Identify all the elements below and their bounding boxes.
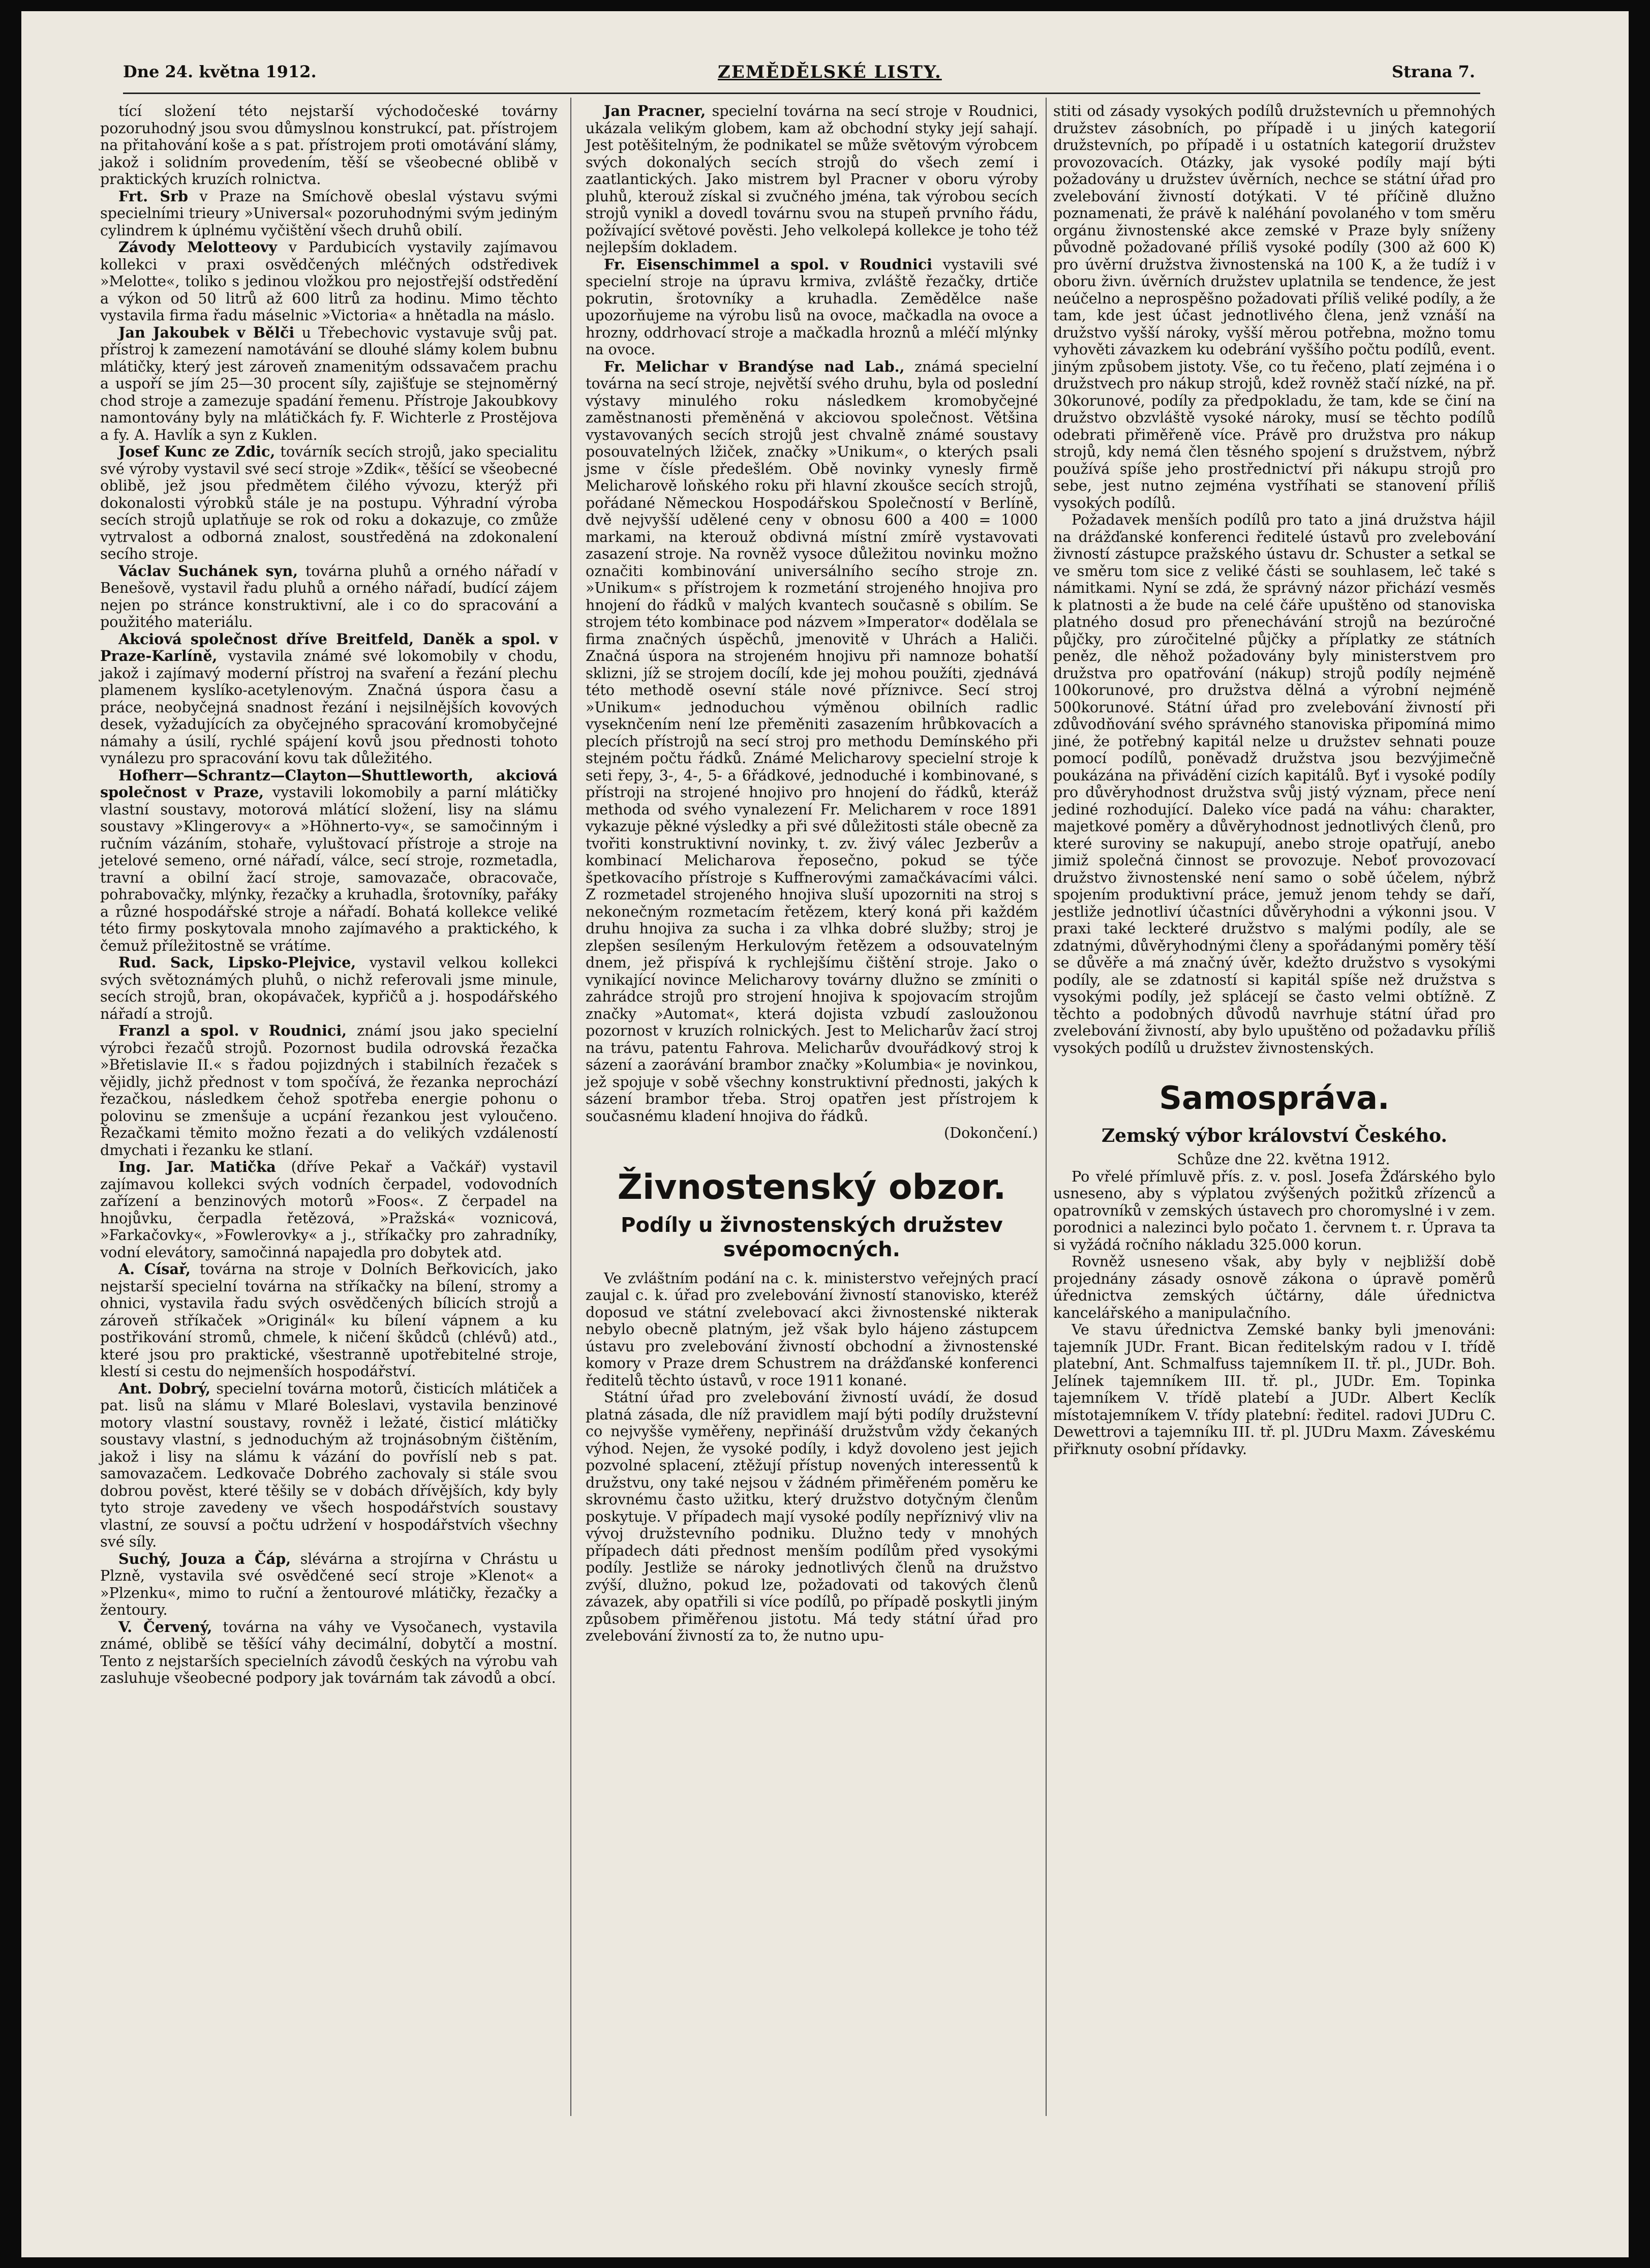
masthead-title: ZEMĚDĚLSKÉ LISTY. xyxy=(718,62,942,82)
column-2 xyxy=(586,103,1038,1645)
article-paragraph: V. Červený, továrna na váhy ve Vysočanech, vystavila známé, oblibě se těšící váhy decimální, dobytčí a mostní. Tento z nejstarších specielních závodů českých na výrobu vah zasluhuje všeobecné podpory jak továrnám tak závodů a obcí. xyxy=(100,1618,558,1686)
article-paragraph: Fr. Melichar v Brandýse nad Lab., známá specielní továrna na secí stroje, největší svého druhu, byla od poslední výstavy minulého roku následkem kromobyčejné zaměstnanosti přeměněná v akciovou společnost. Většina vystavovaných secích strojů jest chvalně známé soustavy posouvatelných lžiček, značky »Unikum«, o kterých psali jsme v čísle předešlém. Obě novinky vynesly firmě Melicharově loňského roku při hlavní zkoušce secích strojů, pořádané Německou Hospodářskou Společností v Berlíně, dvě nejvyšší udělené ceny v obnosu 600 a 400 = 1000 markami, na kterouž obdivná místní zmírě vystavovati zasazení stroje. Na rovněž vysoce důležitou novinku možno označiti kombinování universálního secího stroje zn. »Unikum« s přístrojem k rozmetání strojeného hnojiva pro hnojení do řádků v malých kvantech současně s obilím. Se strojem této kombinace pod názvem »Imperator« dodělala se firma značných úspěchů, jmenovitě v Uhrách a Haliči. Značná úspora na strojeném hnojivu při namnoze bohatší sklizni, jíž se strojem docílí, kde jej mohou použíti, zjednává této methodě osevní stále nové příznivce. Secí stroj »Unikum« jednoduchou výměnou obilních radlic vyseknčením není lze přeměniti zasazením hrůbkovacích a plecích přístrojů na secí stroj pro methodu Demínského při stejném počtu řádků. Známé Melicharovy specielní stroje k seti řepy, 3-, 4-, 5- a 6řádkové, jednoduché i kombinované, s přístroji na strojené hnojivo pro hnojení do řádků, kteráž methoda od svého vynalezení Fr. Melicharem v roce 1891 vykazuje pěkné výsledky a při své důležitosti stále obecně za tvořiti konstruktivní novinky, t. zv. živý válec Jezberův a kombinací Melicharova řeposečno, pokud se týče špetkovacího přístroje s Kuffnerovými zamačkávacími válci. Z rozmetadel strojeného hnojiva sluší upozorniti na stroj s nekonečným rozmetacím řetězem, který koná při každém druhu hnojiva za sucha i za vlhka dobré služby; stroj je zlepšen sesíleným Herkulovým řetězem a odsouvatelným dnem, jež přispívá k rychlejšímu čištění stroje. Jako o vynikající novince Melicharovy továrny dlužno se zmíniti o zahrádce strojů pro strojení hnojiva k spojovacím strojům značky »Automat«, která dojista vzbudí zasloužonou pozornost v kruzích rolnických. Jest to Melicharův žací stroj na trávu, patentu Fahrova. Melicharův dvouřádkový stroj k sázení a zaorávání brambor značky »Kolumbia« je novinkou, jež spojuje v sobě všechny konstruktivní přednosti, jakých k sázení brambor třeba. Stroj opatřen jest přístrojem k současnému kladení hnojiva do řádků. xyxy=(586,357,1038,1125)
article-paragraph: Po vřelé přímluvě přís. z. v. posl. Josefa Žďárského bylo usneseno, aby s výplatou zvýšených požitků zřízenců a opatrovníků v zemských ústavech pro choromyslné i v zem. porodnici a nalezinci bylo počato 1. červnem t. r. Úprava ta si vyžádá ročního nákladu 325.000 korun. xyxy=(1053,1167,1495,1253)
article-paragraph: A. Císař, továrna na stroje v Dolních Beřkovicích, jako nejstarší specielní továrna na stříkačky na bílení, stromy a ohnici, vystavila řadu svých osvědčených bílicích strojů a zároveň stříkaček »Originál« ku bílení vápnem a ku postřikování stromů, chmele, k ničení škůdců (chlévů) atd., které jsou pro praktické, všestranně upotřebitelné stroje, klestí si cestu do nejmenších hospodářství. xyxy=(100,1260,558,1380)
header-rule xyxy=(123,93,1480,94)
continuation-note: (Dokončení.) xyxy=(944,1124,1038,1141)
article-paragraph: Závody Melotteovy v Pardubicích vystavily zajímavou kollekci v praxi osvědčených mléčných odstředivek »Melotte«, toliko s jedinou vložkou pro nejostřejší odstředění a výkon od 50 litrů až 600 litrů za hodinu. Mimo těchto vystavila firma řadu máselnic »Victoria« a hnětadla na máslo. xyxy=(100,238,558,324)
column-3 xyxy=(1053,103,1495,1458)
article-paragraph: Frt. Srb v Praze na Smíchově obeslal výstavu svými specielními trieury »Universal« pozoruhodnými svým jediným cylindrem k úplnému vyčištění všech druhů obilí. xyxy=(100,187,558,239)
article-paragraph: Jan Pracner, specielní továrna na secí stroje v Roudnici, ukázala velikým globem, kam až obchodní styky její sahají. Jest potěšitelným, že podnikatel se může světovým výrobcem svých dokonalých secích strojů do všech zemí i zaatlantických. Jako mistrem byl Pracner v oboru výroby pluhů, kterouž získal si zvučného jména, tak výrobou secích strojů vynikl a dovedl továrnu svou na stupeň prvního řádu, požívající světové pověsti. Jeho velkolepá kollekce je toho též nejlepším dokladem. xyxy=(586,102,1038,256)
article-paragraph: Jan Jakoubek v Bělči u Třebechovic vystavuje svůj pat. přístroj k zamezení namotávání se dlouhé slámy kolem bubnu mlátičky, který jest zároveň znamenitým odssavačem prachu a uspoří se jím 25—30 procent síly, zajišťuje se stejnoměrný chod stroje a zamezuje spadání řemenu. Přístroje Jakoubkovy namontovány byly na mlátičkách fy. F. Wichterle z Prostějova a fy. A. Havlík a syn z Kuklen. xyxy=(100,323,558,443)
article-title: Zemský výbor království Českého. xyxy=(1101,1125,1448,1146)
session-date: Schůze dne 22. května 1912. xyxy=(1177,1151,1390,1168)
article-paragraph: Ve stavu úřednictva Zemské banky byli jmenováni: tajemník JUDr. Frant. Bican ředitelským radou v I. třídě platební, Ant. Schmalfuss tajemníkem II. tř. pl., JUDr. Boh. Jelínek tajemníkem III. tř. pl., JUDr. Em. Topinka tajemníkem V. třídě platebí a JUDr. Albert Keclík místotajemníkem V. třídy platební: ředitel. radovi JUDru C. Dewettrovi a tajemníku III. tř. pl. JUDru Maxm. Záveskému přiřknuty osobní přídavky. xyxy=(1053,1321,1495,1458)
column-1 xyxy=(100,103,558,1687)
article-paragraph: Ant. Dobrý, specielní továrna motorů, čisticích mlátiček a pat. lisů na slámu v Mlaré Boleslavi, vystavila benzinové motory vlastní soustavy, rovněž i ležaté, čisticí mlátičky soustavy vlastní, s jednoduchým až trojnásobným čištěním, jakož i lisy na slámu k vázání do povříslí neb s pat. samovazačem. Ledkovače Dobrého zachovaly si stále svou dobrou pověst, které těšily se v dobách dřívějších, kdy byly tyto stroje zavedeny ve všech hospodářstvích soustavy vlastní, ze souvsí a počtu udržení v hospodářstvích všechny své síly. xyxy=(100,1379,558,1550)
article-paragraph: stiti od zásady vysokých podílů družstevních u přemnohých družstev zásobních, po případě i u jiných kategorií družstevních, po případě i u ostatních kategorií družstev provozovacích. Otázky, jak vysoké podíly mají býti požadovány u družstev úvěrních, nechce se státní úřad pro zvelebování živností dotýkati. V té příčině dlužno poznamenati, že právě k naléhání povolaného v tom směru orgánu živnostenské akce zemské v Praze byly sníženy původně požadované příliš vysoké podíly (300 až 600 K) pro úvěrní družstva živnostenská na 100 K, a že tudíž i v oboru živn. úvěrních družstev uplatnila se tendence, že jest neúčelno a neprospěšno požadovati příliš veliké podíly, a že tam, kde jest účast jednotlivého člena, jenž vznáší na družstvo vyšší nároky, vyšší měrou potřebna, možno tomu vyhověti závazkem ku odebrání vyššího počtu podílů, event. jiným způsobem jistoty. Vše, co tu řečeno, platí zejména i o družstvech pro nákup strojů, kdež rovněž stačí nízké, na př. 30korunové, podíly za předpokladu, že tam, kde se činí na družstvo obzvláště vysoké nároky, musí se těchto podílů odebrati přiměřeně více. Právě pro družstva pro nákup strojů, kdy nemá člen těsného spojení s družstvem, nýbrž používá spíše jeho prostřednictví při nákupu strojů pro sebe, jest nutno zejména vystříhati se stanovení příliš vysokých podílů. xyxy=(1053,102,1495,511)
section-title: Samospráva. xyxy=(1159,1079,1390,1116)
issue-date: Dne 24. května 1912. xyxy=(123,62,317,81)
article-paragraph: Státní úřad pro zvelebování živností uvádí, že dosud platná zásada, dle níž pravidlem mají býti podíly družstevní co nejvyšše vyměřeny, nepřináší družstvům vždy čekaných výhod. Nejen, že vysoké podíly, i když dovoleno jest jejich pozvolné splacení, ztěžují přístup novených interessentů k družstvu, ony také nejsou v žádném přiměřeném poměru ke skrovnému často užitku, který družstvo dotyčným členům poskytuje. V případech mají vysoké podíly nepříznivý vliv na vývoj družstevního podniku. Dlužno tedy v mnohých případech dáti přednost menším podílům před vysokými podíly. Jestliže se nároky jednotlivých členů na družstvo zvýší, dlužno, pokud lze, požadovati od takových členů závazek, aby opatřili si více podílů, po případě poskytli jiným způsobem přiměřenou jistotu. Má tedy státní úřad pro zvelebování živností za to, že nutno upu- xyxy=(586,1388,1038,1644)
article-title: Podíly u živnostenských družstev svépomocných. xyxy=(621,1213,1003,1261)
newspaper-page xyxy=(21,11,1629,2257)
article-paragraph: Hofherr—Schrantz—Clayton—Shuttleworth, akciová společnost v Praze, vystavili lokomobily a parní mlátičky vlastní soustavy, motorová mlátící složení, lisy na slámu soustavy »Klingerovy« a »Höhnerto-vy«, se samočinným i ručním vázáním, stohaře, vyluštovací přístroje a stroje na jetelové semeno, orné nářadí, válce, secí stroje, rozmetadla, travní a obilní žací stroje, samovazače, obracovače, pohrabovačky, mlýnky, řezačky a kruhadla, šrotovníky, pařáky a různé hospodářské stroje a nářadí. Bohatá kollekce veliké této firmy poskytovala mnoho zajímavého a praktického, k čemuž příležitostně se vrátíme. xyxy=(100,766,558,954)
article-paragraph: Požadavek menších podílů pro tato a jiná družstva hájil na drážďanské konferenci ředitelé ústavů pro zvelebování živností zástupce pražského ústavu dr. Schuster a setkal se ve směru tom sice z veliké části se souhlasem, leč také s námitkami. Nyní se zdá, že správný názor přichází vesměs k platnosti a že bude na celé čáře upuštěno od stanoviska platného dosud pro přenechávání strojů na bezúročné půjčky, pro zúročitelné půjčky a příplatky ze státních peněz, dle něhož požadovány byly ministerstvem pro družstva pro opatřování (nákup) strojů podíly nejméně 100korunové, pro družstva dělná a výrobní nejméně 500korunové. Státní úřad pro zvelebování živností při zdůvodňování svého správného stanoviska připomíná mimo jiné, že potřebný kapitál nelze u družstev sehnati pouze pomocí podílů, poněvadž družstva jsou bezvýjimečně poukázána na přivádění cizích kapitálů. Byť i vysoké podíly pro důvěryhodnost družstva svůj jistý význam, přece není jediné rozhodující. Daleko více padá na váhu: charakter, majetkové poměry a důvěryhodnost jednotlivých členů, pro které suroviny se nakupují, anebo stroje opatřují, anebo jimiž společná činnost se provozuje. Neboť provozovací družstvo živnostenské není samo o sobě účelem, nýbrž spojením produktivní práce, jemuž jenom tehdy se daří, jestliže jednotliví účastníci důvěryhodni a výkonni jsou. V praxi také leckteré družstvo s malými podíly, ale se zdatnými, důvěryhodnými členy a spořádanými poměry těší se důvěře a má značný úvěr, kdežto družstvo s vysokými podíly, ale se zdatností si kapitál spíše než družstva s vysokými podíly, jež splácejí se často velmi obtížně. Z těchto a podobných důvodů navrhuje státní úřad pro zvelebování živností, aby bylo upuštěno od požadavku příliš vysokých podílů u družstev živnostenských. xyxy=(1053,511,1495,1056)
article-paragraph: Václav Suchánek syn, továrna pluhů a orného nářadí v Benešově, vystavil řadu pluhů a orného nářadí, budící zájem nejen po stránce konstruktivní, ale i co do spracování a použitého materiálu. xyxy=(100,562,558,630)
page-header xyxy=(123,62,1475,93)
article-paragraph: Rovněž usneseno však, aby byly v nejbližší době projednány zásady osnově zákona o úpravě poměrů úřednictva zemských účtárny, dále úřednictva kancelářského a manipulačního. xyxy=(1053,1253,1495,1321)
article-paragraph: Rud. Sack, Lipsko-Plejvice, vystavil velkou kollekci svých světoznámých pluhů, o nichž referovali jsme minule, secích strojů, bran, okopávaček, kypřičů a j. hospodářského nářadí a strojů. xyxy=(100,954,558,1022)
article-paragraph: Josef Kunc ze Zdic, továrník secích strojů, jako specialitu své výroby vystavil své secí stroje »Zdik«, těšící se všeobecné oblibě, jež jsou předmětem čilého vývozu, kterýž při dokonalosti výrobků stále je na postupu. Výhradní výroba secích strojů uplatňuje se rok od roku a dokazuje, co zmůže vytrvalost a odborná znalost, soustředěná na zdokonalení secího stroje. xyxy=(100,443,558,562)
article-paragraph: Ing. Jar. Matička (dříve Pekař a Vačkář) vystavil zajímavou kollekci svých vodních čerpadel, vodovodních zařízení a benzinových motorů »Foos«. Z čerpadel na hnojůvku, čerpadla řetězová, »Pražská« voznicová, »Farkačovky«, »Fowlerovky« a j., stříkačky pro zahradníky, vodní elevátory, samočinná napajedla pro dobytek atd. xyxy=(100,1158,558,1261)
column-divider xyxy=(1046,98,1047,2116)
section-title: Živnostenský obzor. xyxy=(617,1167,1006,1207)
article-paragraph: Franzl a spol. v Roudnici, známí jsou jako specielní výrobci řezačů strojů. Pozornost budila odrovská řezačka »Břetislavie II.« s řadou pojizdných i stabilních řezaček s vějidly, jichž přednost v tom spočívá, že řezanka neprochází řezačkou, následkem čehož spotřeba energie pohonu o polovinu se zmenšuje a ucpání řezankou jest vyloučeno. Řezačkami těmito možno řezati a do velikých vzdáleností dmychati i řezanku ke stlaní. xyxy=(100,1022,558,1159)
page-number: Strana 7. xyxy=(1391,62,1475,81)
article-paragraph: Akciová společnost dříve Breitfeld, Daněk a spol. v Praze-Karlíně, vystavila známé své lokomobily v chodu, jakož i zajímavý moderní přístroj na svaření a řezání plechu plamenem kyslíko-acetylenovým. Značná úspora času a práce, neobyčejná snadnost řezání i nejsilnějších kovových desek, vyžadujících za obyčejného spracování kromobyčejné námahy a úsilí, rychlé spájení kovů jsou přednosti tohoto vynálezu pro spracování kovu tak důležitého. xyxy=(100,630,558,767)
article-paragraph: Fr. Eisenschimmel a spol. v Roudnici vystavili své specielní stroje na úpravu krmiva, zvláště řezačky, drtiče pokrutin, šrotovníky a kruhadla. Zemědělce naše upozorňujeme na výrobu lisů na ovoce, mačkadla na ovoce a hrozny, oddrhovací stroje a mačkadla hroznů a mléčí mlýnky na ovoce. xyxy=(586,255,1038,358)
article-paragraph: tící složení této nejstarší východočeské továrny pozoruhodný jsou svou důmyslnou konstrukcí, pat. přístrojem na přitahování koše a s pat. přístrojem proti omotávání slámy, jakož i solidním provedením, těší se všeobecné oblibě v praktických kruzích rolnictva. xyxy=(100,102,558,188)
column-divider xyxy=(570,98,571,2116)
article-paragraph: Ve zvláštním podání na c. k. ministerstvo veřejných prací zaujal c. k. úřad pro zvelebování živností stanovisko, kteréž doposud ve státní zvelebovací akci živnostenské nikterak nebylo obecně platným, jež však bylo hájeno zástupcem ústavu pro zvelebování živností obchodní a živnostenské komory v Praze drem Schustrem na drážďanské konferenci ředitelů těchto ústavů, v roce 1911 konané. xyxy=(586,1269,1038,1389)
article-paragraph: Suchý, Jouza a Čáp, slévárna a strojírna v Chrástu u Plzně, vystavila své osvědčené secí stroje »Klenot« a »Plzenku«, mimo to ruční a žentourové mlátičky, řezačky a žentoury. xyxy=(100,1550,558,1618)
